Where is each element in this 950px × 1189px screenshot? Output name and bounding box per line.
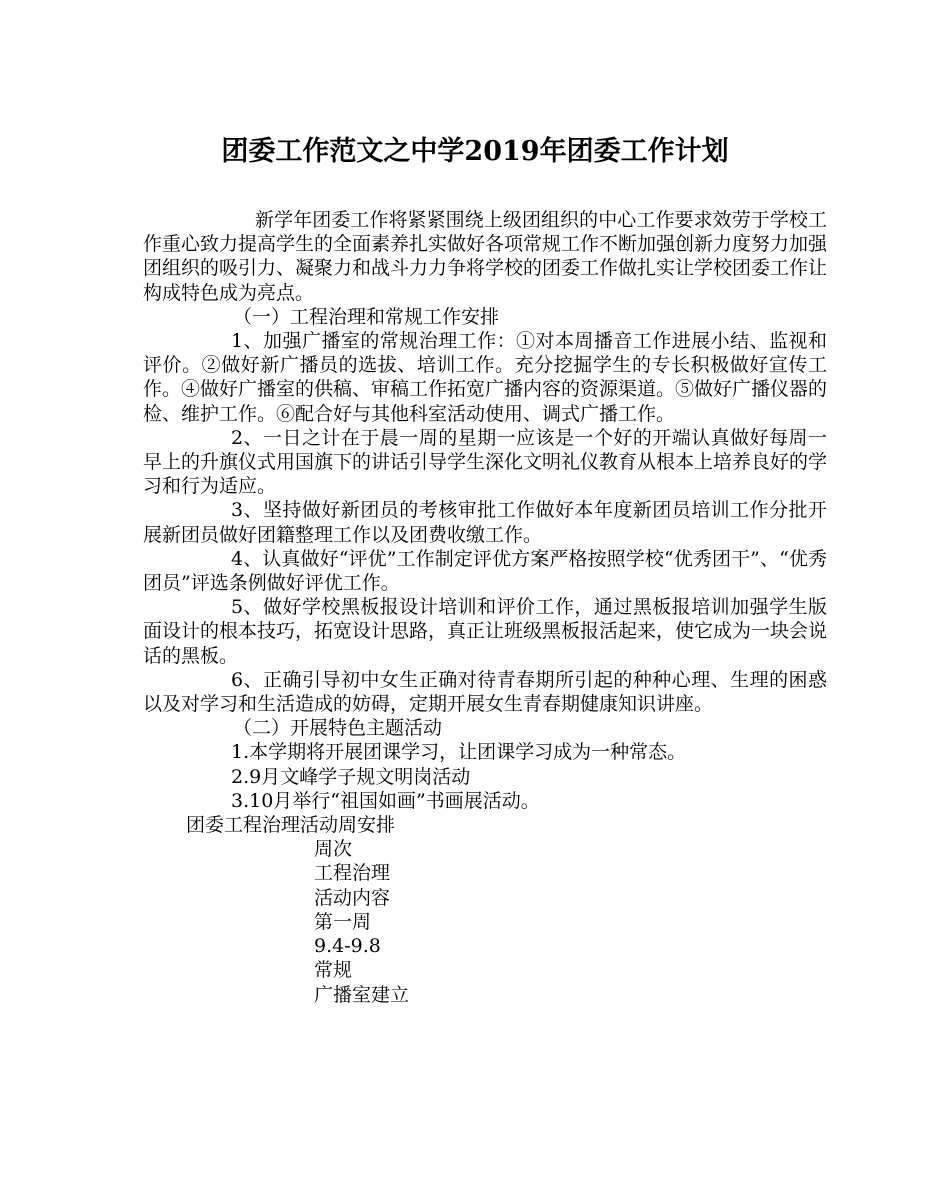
section-2-item-3: 3.10月举行“祖国如画”书画展活动。 xyxy=(231,789,540,812)
schedule-cell-activity-header: 活动内容 xyxy=(314,886,391,909)
section-1-item-1: 1、加强广播室的常规治理工作：①对本周播音工作进展小结、监视和评价。②做好新广播员的选拔、培训工作。充分挖掘学生的专长积极做好宣传工作。④做好广播室的供稿、审稿工作拓宽广播内容的资源渠道。⑤做好广播仪器的检、维护工作。⑥配合好与其他科室活动使用、调式广播工作。 xyxy=(143,330,828,425)
section-1-item-6: 6、正确引导初中女生正确对待青春期所引起的种种心理、生理的困惑以及对学习和生活造成的妨碍，定期开展女生青春期健康知识讲座。 xyxy=(143,668,827,716)
schedule-cell-routine: 常规 xyxy=(314,959,353,982)
schedule-cell-date-range: 9.4-9.8 xyxy=(314,935,381,958)
intro-paragraph: 新学年团委工作将紧紧围绕上级团组织的中心工作要求效劳于学校工作重心致力提高学生的全面素养扎实做好各项常规工作不断加强创新力度努力加强团组织的吸引力、凝聚力和战斗力力争将学校的团委工作做扎实让学校团委工作让构成特色成为亮点。 xyxy=(143,209,828,304)
section-2-heading: （二）开展特色主题活动 xyxy=(233,717,443,740)
schedule-cell-broadcast-setup: 广播室建立 xyxy=(314,983,410,1006)
section-1-heading: （一）工程治理和常规工作安排 xyxy=(233,305,500,328)
schedule-caption: 团委工程治理活动周安排 xyxy=(186,814,396,837)
section-1-item-2: 2、一日之计在于晨一周的星期一应该是一个好的开端认真做好每周一早上的升旗仪式用国旗下的讲话引导学生深化文明礼仪教育从根本上培养良好的学习和行为适应。 xyxy=(143,426,828,498)
section-1-item-5: 5、做好学校黑板报设计培训和评价工作，通过黑板报培训加强学生版面设计的根本技巧，拓宽设计思路，真正让班级黑板报活起来，使它成为一块会说话的黑板。 xyxy=(143,596,828,667)
document-body xyxy=(143,208,827,1007)
schedule-cell-project-header: 工程治理 xyxy=(314,862,391,885)
section-2-item-2: 2.9月文峰学子规文明岗活动 xyxy=(231,765,471,788)
section-1-item-4: 4、认真做好“评优”工作制定评优方案严格按照学校“优秀团干”、“优秀团员”评选条例做好评优工作。 xyxy=(143,547,827,595)
schedule-cell-week-header: 周次 xyxy=(314,838,353,861)
schedule-cell-week-1: 第一周 xyxy=(314,910,372,933)
document-title: 团委工作范文之中学2019年团委工作计划 xyxy=(221,136,729,167)
section-2-item-1: 1.本学期将开展团课学习，让团课学习成为一种常态。 xyxy=(231,741,687,764)
section-1-item-3: 3、坚持做好新团员的考核审批工作做好本年度新团员培训工作分批开展新团员做好团籍整理工作以及团费收缴工作。 xyxy=(143,499,827,546)
